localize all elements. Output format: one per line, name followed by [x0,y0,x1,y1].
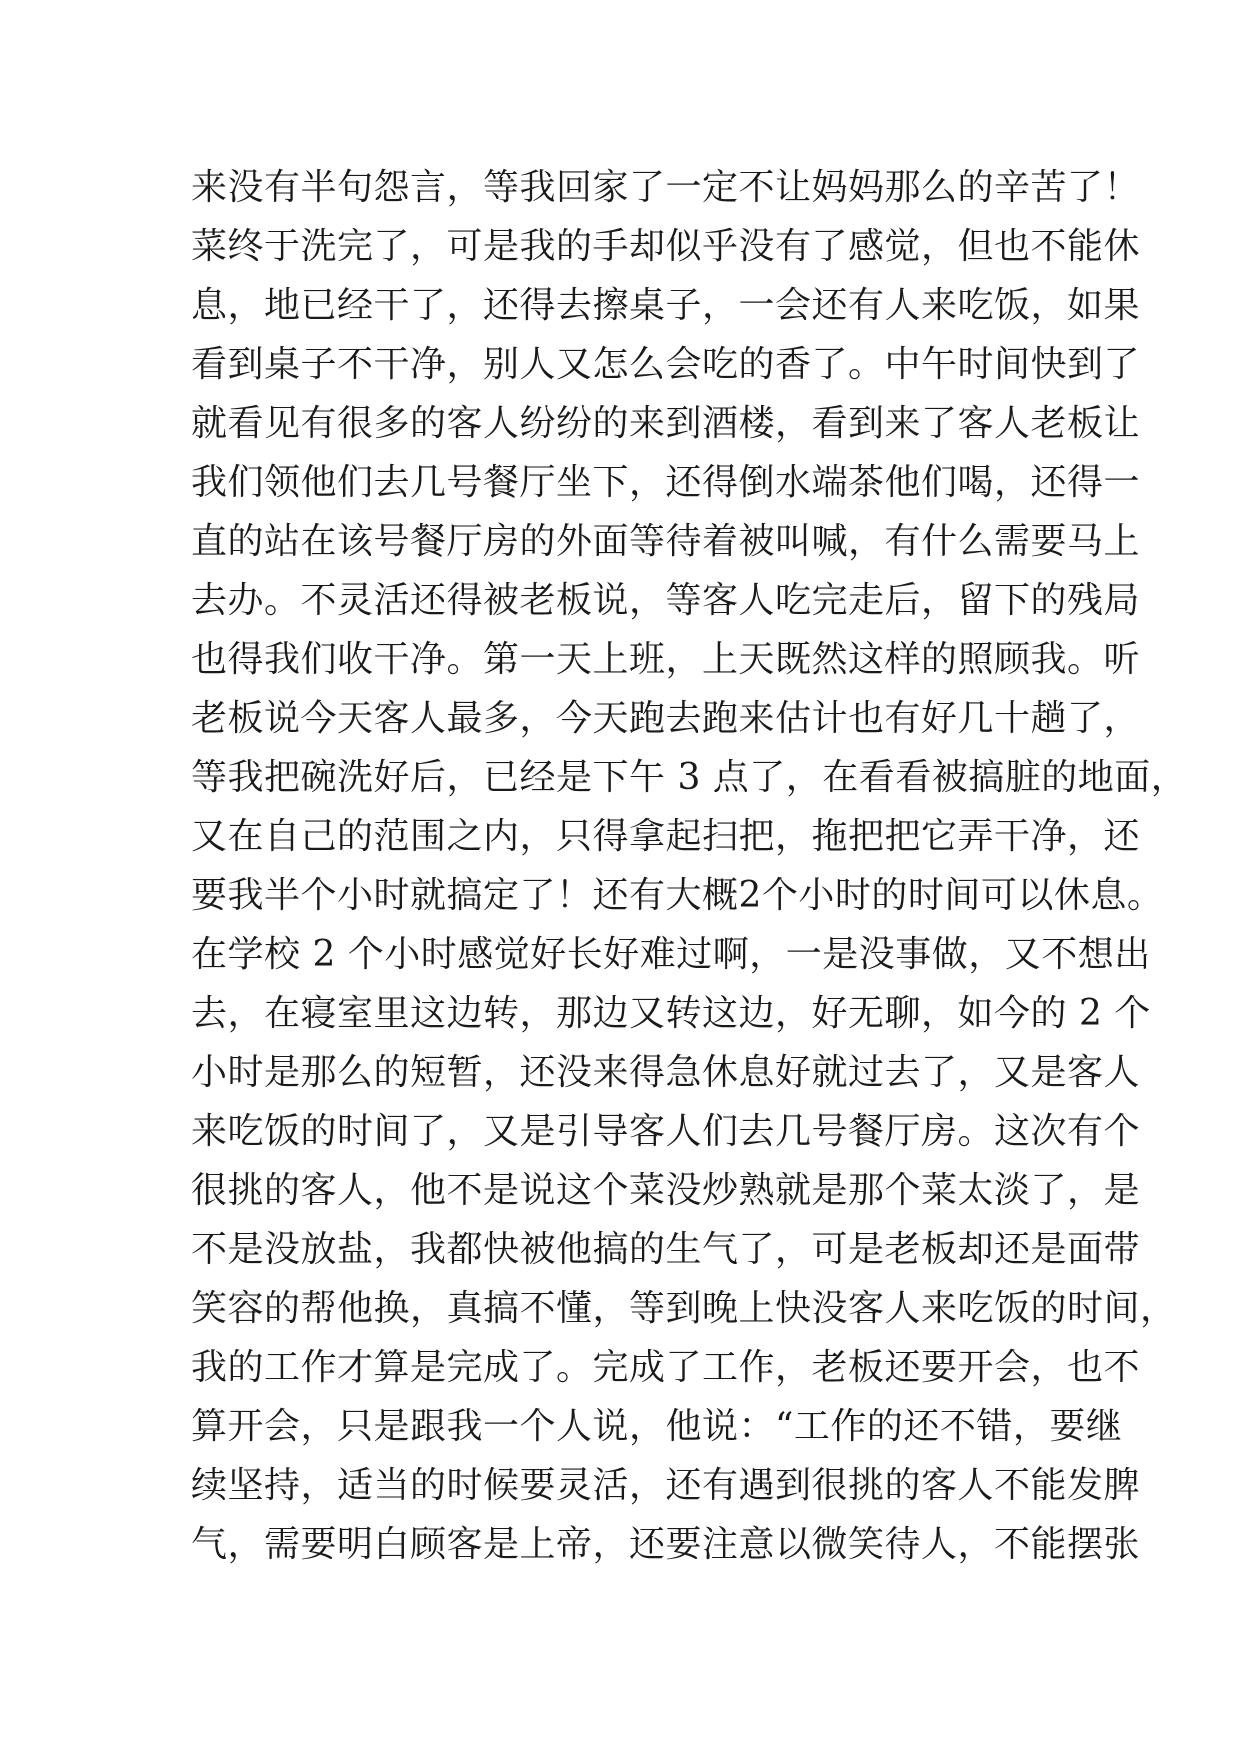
text-line: 等我把碗洗好后，已经是下午 3 点了，在看看被搞脏的地面， [191,757,1188,798]
text-line: 来吃饭的时间了，又是引导客人们去几号餐厅房。这次有个 [191,1111,1141,1152]
text-line: 气，需要明白顾客是上帝，还要注意以微笑待人，不能摆张 [191,1524,1141,1565]
text-line: 息，地已经干了，还得去擦桌子，一会还有人来吃饭，如果 [191,285,1141,326]
text-line: 算开会，只是跟我一个人说，他说：“工作的还不错，要继 [191,1406,1123,1447]
body-text [191,158,1188,1574]
text-line: 看到桌子不干净，别人又怎么会吃的香了。中午时间快到了 [191,344,1141,385]
text-line: 老板说今天客人最多，今天跑去跑来估计也有好几十趟了， [191,698,1141,739]
text-line: 在学校 2 个小时感觉好长好难过啊，一是没事做，又不想出 [191,934,1151,975]
text-line: 直的站在该号餐厅房的外面等待着被叫喊，有什么需要马上 [191,521,1141,562]
text-line: 又在自己的范围之内，只得拿起扫把，拖把把它弄干净，还 [191,816,1141,857]
text-line: 来没有半句怨言，等我回家了一定不让妈妈那么的辛苦了！ [191,167,1141,208]
text-line: 去，在寝室里这边转，那边又转这边，好无聊，如今的 2 个 [191,993,1151,1034]
text-line: 很挑的客人，他不是说这个菜没炒熟就是那个菜太淡了，是 [191,1170,1141,1211]
text-line: 去办。不灵活还得被老板说，等客人吃完走后，留下的残局 [191,580,1141,621]
text-line: 小时是那么的短暂，还没来得急休息好就过去了，又是客人 [191,1052,1141,1093]
text-line: 续坚持，适当的时候要灵活，还有遇到很挑的客人不能发脾 [191,1465,1141,1506]
text-line: 就看见有很多的客人纷纷的来到酒楼，看到来了客人老板让 [191,403,1141,444]
text-line: 菜终于洗完了，可是我的手却似乎没有了感觉，但也不能休 [191,226,1141,267]
text-line: 也得我们收干净。第一天上班，上天既然这样的照顾我。听 [191,639,1141,680]
text-line: 我们领他们去几号餐厅坐下，还得倒水端茶他们喝，还得一 [191,462,1141,503]
text-line: 不是没放盐，我都快被他搞的生气了，可是老板却还是面带 [191,1229,1141,1270]
text-line: 笑容的帮他换，真搞不懂，等到晚上快没客人来吃饭的时间， [191,1288,1177,1329]
text-line: 要我半个小时就搞定了！还有大概2个小时的时间可以休息。 [191,875,1164,916]
text-line: 我的工作才算是完成了。完成了工作，老板还要开会，也不 [191,1347,1141,1388]
